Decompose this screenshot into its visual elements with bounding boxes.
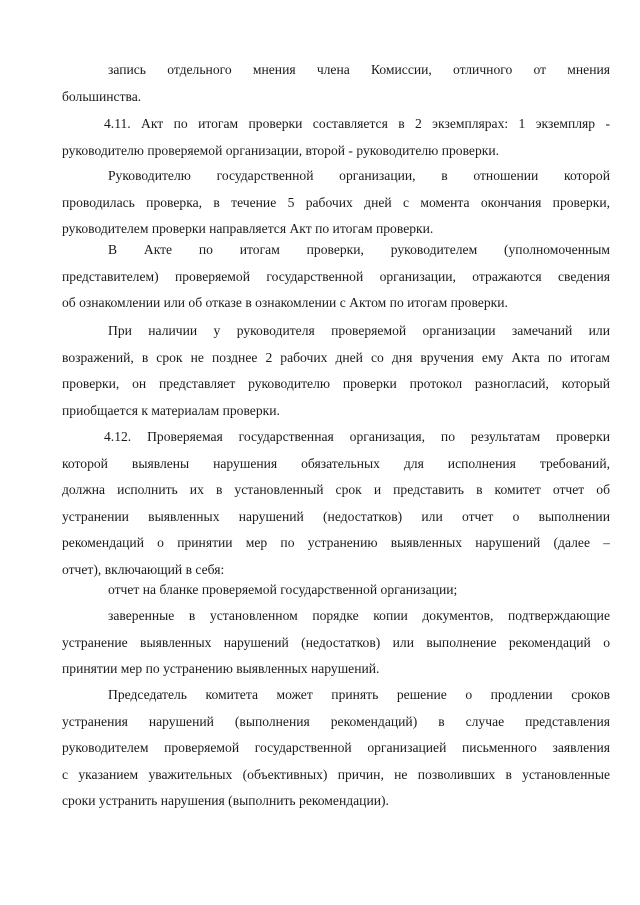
- text-line: проверки, он представляет руководителю проверки протокол разногласий, который: [62, 376, 610, 391]
- paragraph-4-11: [62, 111, 610, 164]
- text-line: руководителем проверки направляется Акт по итогам проверки.: [62, 221, 434, 236]
- text-line: устранение выявленных нарушений (недостатков) или выполнение рекомендаций о: [62, 634, 610, 650]
- paragraph-report-form: [62, 577, 610, 604]
- text-line: об ознакомлении или об отказе в ознакомлении с Актом по итогам проверки.: [62, 295, 508, 310]
- text-line: отчет), включающий в себя:: [62, 561, 225, 577]
- paragraph-certified-copies: [62, 603, 610, 683]
- paragraph-dissent-record: [62, 57, 610, 110]
- paragraph-4-12: [62, 424, 610, 583]
- text-line: 4.12. Проверяемая государственная организация, по результатам проверки: [104, 429, 610, 444]
- text-line: рекомендаций о принятии мер по устранению выявленных нарушений (далее –: [62, 535, 610, 550]
- paragraph-act-delivery: [62, 163, 610, 243]
- text-line: Председатель комитета может принять решение о продлении сроков: [108, 687, 610, 702]
- text-line: большинства.: [62, 88, 142, 104]
- text-line: сроки устранить нарушения (выполнить рекомендации).: [62, 793, 389, 808]
- text-line: представителем) проверяемой государственной организации, отражаются сведения: [62, 268, 610, 284]
- text-line: должна исполнить их в установленный срок и представить в комитет отчет об: [62, 482, 610, 497]
- paragraph-deadline-extension: [62, 682, 610, 815]
- text-line: возражений, в срок не позднее 2 рабочих дней со дня вручения ему Акта по итогам: [62, 349, 610, 365]
- text-line: руководителю проверяемой организации, второй - руководителю проверки.: [62, 142, 500, 158]
- paragraph-act-acknowledgement: [62, 237, 610, 317]
- text-line: Руководителю государственной организации, в отношении которой: [108, 168, 610, 183]
- text-line: с указанием уважительных (объективных) причин, не позволивших в установленные: [62, 766, 610, 782]
- text-line: устранении выявленных нарушений (недостатков) или отчет о выполнении: [62, 508, 610, 524]
- text-line: устранения нарушений (выполнения рекомендаций) в случае представления: [62, 713, 610, 729]
- text-line: заверенные в установленном порядке копии документов, подтверждающие: [108, 608, 610, 623]
- text-line: которой выявлены нарушения обязательных для исполнения требований,: [62, 455, 610, 471]
- paragraph-objections: [62, 318, 610, 424]
- text-line: приобщается к материалам проверки.: [62, 402, 280, 418]
- text-line: проводилась проверка, в течение 5 рабочих дней с момента окончания проверки,: [62, 194, 610, 210]
- text-line: руководителем проверяемой государственной организацией письменного заявления: [62, 740, 610, 755]
- text-line: запись отдельного мнения члена Комиссии, отличного от мнения: [108, 62, 610, 77]
- text-line: 4.11. Акт по итогам проверки составляется в 2 экземплярах: 1 экземпляр -: [104, 116, 610, 131]
- text-line: отчет на бланке проверяемой государственной организации;: [108, 582, 458, 597]
- text-line: В Акте по итогам проверки, руководителем (уполномоченным: [108, 242, 610, 257]
- text-line: принятии мер по устранению выявленных нарушений.: [62, 661, 380, 676]
- text-line: При наличии у руководителя проверяемой организации замечаний или: [108, 323, 610, 338]
